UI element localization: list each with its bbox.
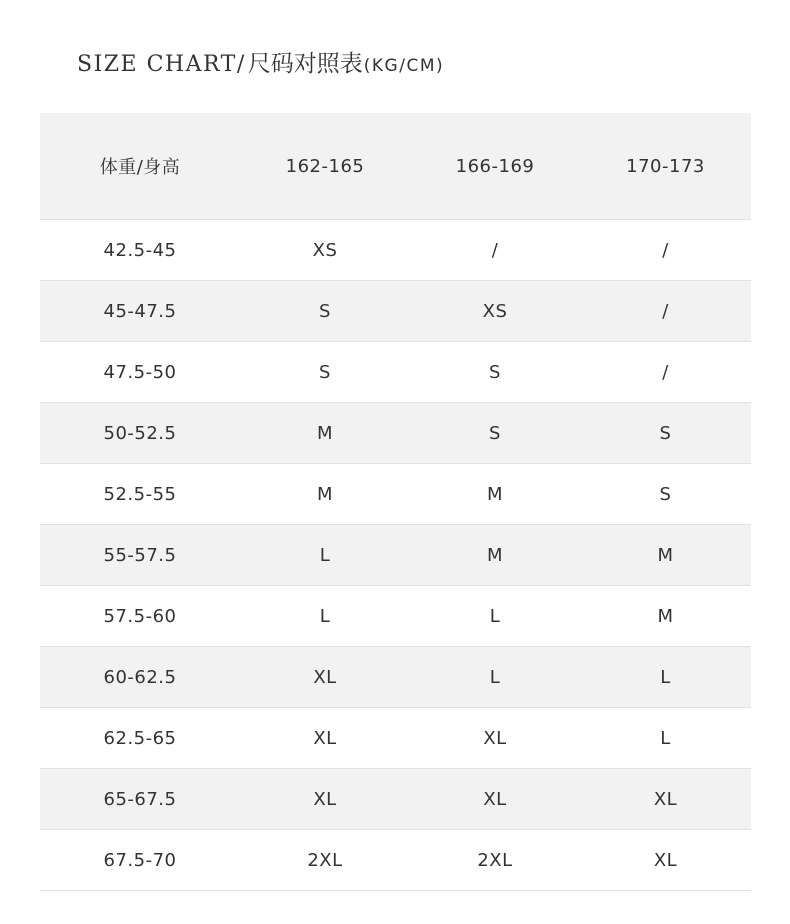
table-row	[40, 281, 751, 342]
size-cell: M	[486, 483, 504, 505]
weight-cell: 62.5-65	[103, 727, 177, 749]
size-chart-table	[40, 113, 751, 891]
table-row	[40, 586, 751, 647]
table-row	[40, 769, 751, 830]
table-row	[40, 647, 751, 708]
size-cell: XL	[313, 666, 337, 688]
weight-cell: 45-47.5	[103, 300, 177, 322]
size-cell: S	[659, 483, 672, 505]
size-cell: /	[662, 239, 669, 261]
size-cell: XS	[482, 300, 508, 322]
size-cell: S	[489, 361, 501, 383]
size-cell: S	[659, 422, 672, 444]
weight-cell: 65-67.5	[103, 788, 177, 810]
size-cell: L	[319, 605, 331, 627]
size-cell: S	[319, 300, 331, 322]
title-chinese: 尺码对照表	[247, 51, 363, 77]
size-cell: XL	[483, 727, 507, 749]
table-row	[40, 708, 751, 769]
size-cell: M	[316, 483, 334, 505]
header-height-166-169: 166-169	[455, 155, 535, 177]
weight-cell: 55-57.5	[103, 544, 177, 566]
size-cell: /	[662, 361, 669, 383]
header-weight-height: 体重/身高	[99, 157, 181, 178]
size-cell: L	[660, 727, 671, 749]
table-header-row	[40, 113, 751, 220]
size-cell: L	[660, 666, 671, 688]
weight-cell: 67.5-70	[103, 849, 177, 871]
weight-cell: 60-62.5	[103, 666, 177, 688]
weight-cell: 52.5-55	[103, 483, 177, 505]
size-cell: S	[489, 422, 501, 444]
size-cell: M	[657, 544, 674, 566]
title-unit: (KG/CM)	[363, 56, 445, 76]
size-cell: S	[319, 361, 331, 383]
table-row	[40, 525, 751, 586]
size-cell: M	[657, 605, 674, 627]
size-cell: XS	[312, 239, 338, 261]
table-row	[40, 403, 751, 464]
size-cell: XL	[313, 788, 337, 810]
size-cell: M	[486, 544, 504, 566]
size-cell: L	[489, 605, 501, 627]
size-cell: L	[319, 544, 331, 566]
weight-cell: 47.5-50	[103, 361, 177, 383]
weight-cell: 57.5-60	[103, 605, 177, 627]
table-row	[40, 342, 751, 403]
size-cell: M	[316, 422, 334, 444]
weight-cell: 50-52.5	[103, 422, 177, 444]
size-cell: XL	[313, 727, 337, 749]
header-height-162-165: 162-165	[285, 155, 365, 177]
weight-cell: 42.5-45	[103, 239, 177, 261]
size-cell: XL	[483, 788, 507, 810]
size-cell: 2XL	[307, 849, 343, 871]
table-row	[40, 464, 751, 525]
header-height-170-173: 170-173	[626, 155, 705, 177]
size-cell: 2XL	[477, 849, 513, 871]
title-english: SIZE CHART/	[77, 52, 246, 77]
size-cell: XL	[653, 788, 678, 810]
size-cell: /	[662, 300, 669, 322]
size-cell: XL	[653, 849, 678, 871]
size-cell: /	[491, 239, 499, 261]
table-row	[40, 220, 751, 281]
page-title	[77, 44, 444, 84]
size-cell: L	[489, 666, 501, 688]
table-row	[40, 830, 751, 891]
